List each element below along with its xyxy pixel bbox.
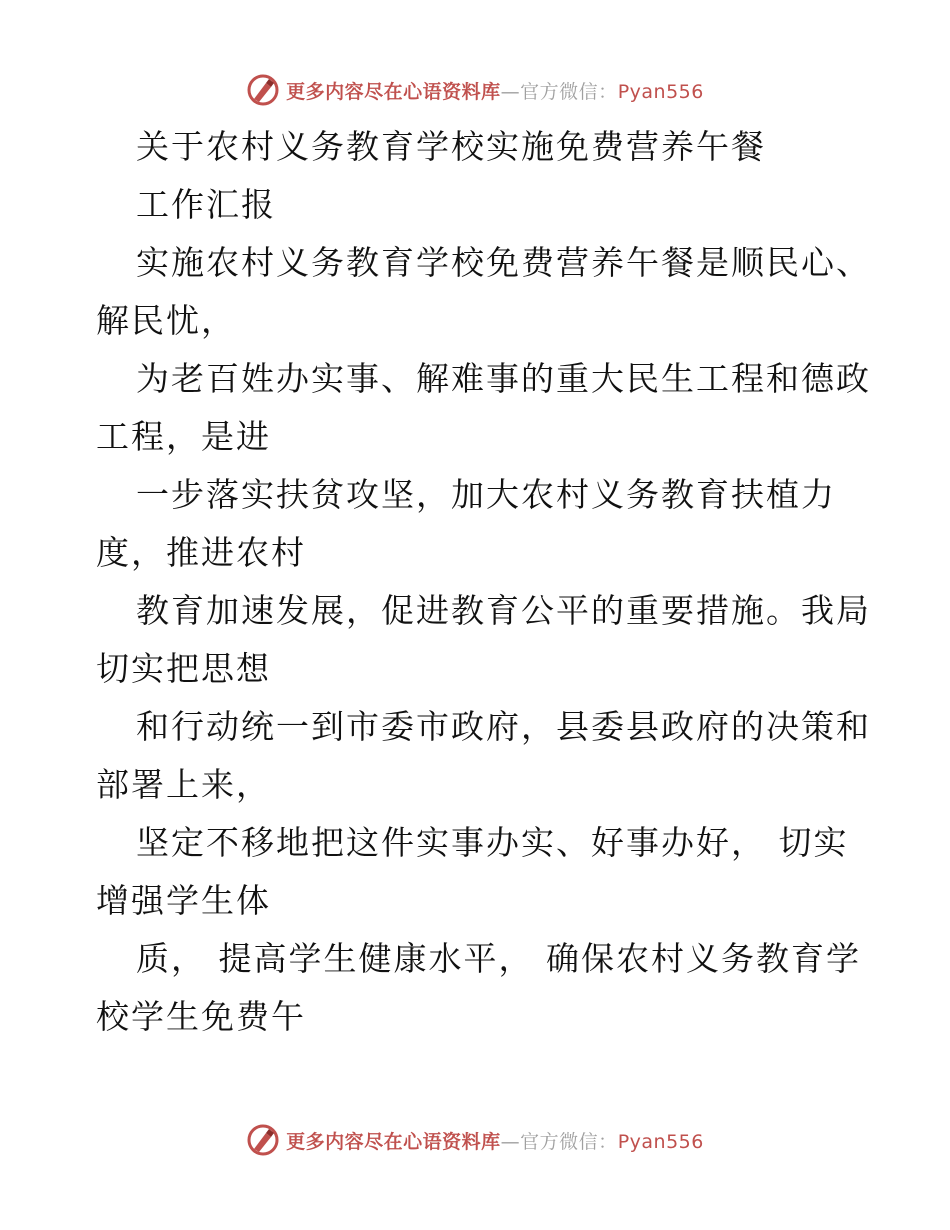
watermark-main: 更多内容尽在心语资料库: [286, 1130, 501, 1153]
watermark-main: 更多内容尽在心语资料库: [286, 80, 501, 103]
body-line: 工程，是进: [96, 417, 271, 456]
watermark-wechat-id: Pyan556: [617, 1130, 704, 1153]
body-line: 坚定不移地把这件实事办实、好事办好， 切实: [136, 823, 849, 862]
watermark-wechat-label: 官方微信：: [520, 1130, 618, 1153]
document-title-line-2: 工作汇报: [136, 185, 276, 224]
body-line: 部署上来，: [96, 765, 271, 804]
watermark-wechat-label: 官方微信：: [520, 80, 618, 103]
watermark-text: [286, 1127, 704, 1154]
body-line: 质， 提高学生健康水平， 确保农村义务教育学: [136, 939, 861, 978]
watermark-wechat-id: Pyan556: [617, 80, 704, 103]
watermark-separator: —: [500, 1130, 521, 1153]
body-line: 增强学生体: [96, 881, 271, 920]
body-line: 校学生免费午: [96, 997, 306, 1036]
paragraph: [96, 234, 871, 1046]
watermark-separator: —: [500, 80, 521, 103]
watermark-text: [286, 77, 704, 104]
body-line: 度，推进农村: [96, 533, 306, 572]
document-title-line-1: 关于农村义务教育学校实施免费营养午餐: [136, 127, 766, 166]
body-line: 和行动统一到市委市政府，县委县政府的决策和: [136, 707, 871, 746]
body-line: 切实把思想: [96, 649, 271, 688]
body-line: 为老百姓办实事、解难事的重大民生工程和德政: [136, 359, 871, 398]
body-line: 教育加速发展，促进教育公平的重要措施。我局: [136, 591, 871, 630]
pen-logo-icon: [246, 1123, 280, 1157]
document-body: [96, 118, 871, 1046]
footer-watermark: [0, 1120, 950, 1160]
body-line: 一步落实扶贫攻坚，加大农村义务教育扶植力: [136, 475, 836, 514]
pen-logo-icon: [246, 73, 280, 107]
header-watermark: [0, 70, 950, 110]
body-line: 实施农村义务教育学校免费营养午餐是顺民心、: [136, 243, 871, 282]
body-line: 解民忧，: [96, 301, 236, 340]
